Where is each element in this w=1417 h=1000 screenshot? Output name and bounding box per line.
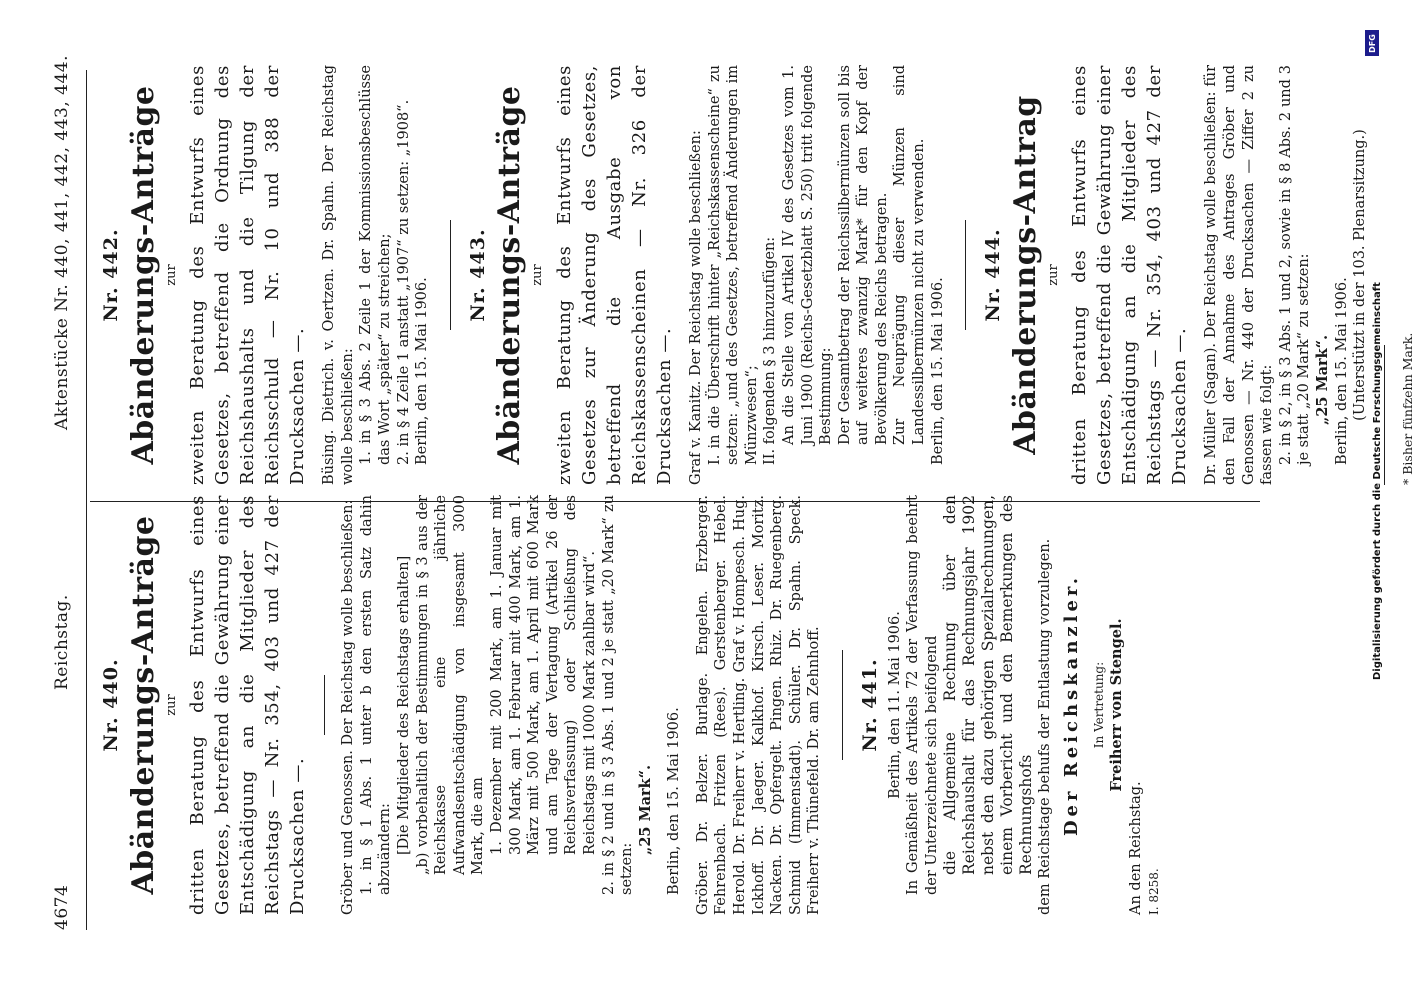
divider <box>324 675 325 735</box>
nr441-date: Berlin, den 11. Mai 1906. <box>886 611 903 799</box>
nr443-lead: zweiten Beratung des Entwurfs eines Gesetzes zur Änderung des Gesetzes, betreffend die Ausgabe von Reichskassenscheinen — Nr. 326 der Drucksachen —. <box>553 65 675 485</box>
nr442-p2: 1. in § 3 Abs. 2 Zeile 1 der Kommissionsbeschlüsse das Wort „später“ zu streichen; <box>358 65 393 465</box>
nr443-date: Berlin, den 15. Mai 1906. <box>929 277 946 465</box>
header-right-title: Aktenstücke Nr. 440, 441, 442, 443, 444. <box>52 54 72 430</box>
nr440-title: Abänderungs-Anträge <box>125 515 161 895</box>
divider <box>965 220 966 330</box>
nr440-p2: 1. in § 1 Abs. 1 unter b den ersten Satz dahin abzuändern: <box>358 495 394 895</box>
nr444-title: Abänderungs-Antrag <box>1007 95 1043 455</box>
nr440-p4: „b) vorbehaltlich der Bestimmungen in § 3 aus der Reichskasse eine jährliche Aufwandsentschädigung von insgesamt 3000 Mark, die am <box>414 495 487 875</box>
nr440-p6: 2. in § 2 und in § 3 Abs. 1 und 2 je statt „20 Mark“ zu setzen: <box>600 495 636 895</box>
nr444-p1: Dr. Müller (Sagan). Der Reichstag wolle beschließen: für den Fall der Annahme des Antrages Gröber und Genossen — Nr. 440 der Drucksachen — Ziffer 2 zu fassen wie folgt: <box>1203 65 1276 485</box>
page-number: 4674 <box>52 884 72 930</box>
nr443-p3: II. folgenden § 3 hinzuzufügen: <box>762 236 779 465</box>
nr443-number: Nr. 443. <box>466 228 489 322</box>
nr444-date: Berlin, den 15. Mai 1906. <box>1333 277 1350 465</box>
nr442-number: Nr. 442. <box>100 228 122 322</box>
nr444-p3: „25 Mark“. <box>1314 334 1331 425</box>
nr440-lead: dritten Beratung des Entwurfs eines Gesetzes, betreffend die Gewährung einer Entschädigung an die Mitglieder des Reichstags — Nr. 354, 403 und 427 der Drucksachen —. <box>187 495 309 915</box>
nr440-p1: Gröber und Genossen. Der Reichstag wolle beschließen: <box>340 499 357 915</box>
nr443-title: Abänderungs-Anträge <box>492 85 528 465</box>
left-column <box>96 495 1164 915</box>
nr444-p2: 2. in § 2, in § 3 Abs. 1 und 2, sowie in § 8 Abs. 2 und 3 je statt „20 Mark“ zu setzen: <box>1277 65 1313 465</box>
nr442-p1: Büsing. Dietrich. v. Oertzen. Dr. Spahn. Der Reichstag wolle beschließen: <box>321 65 356 485</box>
nr440-number: Nr. 440. <box>100 658 122 752</box>
nr442-date: Berlin, den 15. Mai 1906. <box>414 277 431 465</box>
nr440-p5: 1. Dezember mit 200 Mark, am 1. Januar mit 300 Mark, am 1. Februar mit 400 Mark, am 1. März mit 500 Mark, am 1. April mit 600 Mark und am Tage der Vertagung (Artikel 26 der Reichsverfassung) oder Schließung des Reichstags mit 1000 Mark zahlbar wird“. <box>488 495 598 855</box>
nr444-number: Nr. 444. <box>982 228 1005 322</box>
nr444-zur: zur <box>1045 264 1061 286</box>
nr442-p3: 2. in § 4 Zeile 1 anstatt „1907“ zu setzen: „1908“. <box>395 99 412 465</box>
credit-text: Digitalisierung gefördert durch die Deutsche Forschungsgemeinschaft <box>1372 282 1383 680</box>
divider <box>842 650 843 760</box>
nr441-addr: An den Reichstag. <box>1127 781 1144 915</box>
nr444-lead: dritten Beratung des Entwurfs eines Gesetzes, betreffend die Gewährung einer Entschädigung an die Mitglieder des Reichstags — Nr. 354, 403 und 427 der Drucksachen —. <box>1069 65 1191 485</box>
nr441-sig1: Der Reichskanzler. <box>1061 573 1082 837</box>
nr443-p6: Zur Neuprägung dieser Münzen sind Landessilbermünzen nicht zu verwenden. <box>892 65 928 445</box>
nr441-ref: I. 8258. <box>1147 868 1162 915</box>
footnote-rule <box>1384 345 1385 485</box>
nr444-footnote: * Bisher fünfzehn Mark. <box>1399 332 1415 485</box>
nr442-title: Abänderungs-Anträge <box>125 85 161 465</box>
nr443-zur: zur <box>530 264 546 286</box>
divider <box>450 220 451 330</box>
nr441-p3: dem Reichstage behufs der Entlastung vorzulegen. <box>1037 538 1054 915</box>
nr440-date: Berlin, den 15. Mai 1906. <box>666 707 683 895</box>
nr441-number: Nr. 441. <box>859 658 882 752</box>
nr440-p3: [Die Mitglieder des Reichstags erhalten] <box>395 555 412 855</box>
nr440-p7: „25 Mark“. <box>636 764 654 855</box>
digitization-credit <box>1363 20 1381 1000</box>
right-column <box>96 65 1417 485</box>
nr441-sig3: Freiherr von Stengel. <box>1108 618 1126 792</box>
nr441-sig2: In Vertretung: <box>1091 661 1106 749</box>
nr443-p2: I. in die Überschrift hinter „Reichskassenscheine“ zu setzen: „und des Gesetzes, betreffend Änderungen im Münzwesen“; <box>706 65 760 465</box>
nr441-p2: die Allgemeine Rechnung über den Reichshaushalt für das Rechnungsjahr 1902 nebst den dazu gehörigen Spezialrechnungen, einem Vorbericht und den Bemerkungen des Rechnungshofs <box>941 495 1036 875</box>
nr443-p1: Graf v. Kanitz. Der Reichstag wolle beschließen: <box>687 130 704 485</box>
header-left-title: Reichstag. <box>52 594 72 690</box>
nr444-p4: (Unterstützt in der 103. Plenarsitzung.) <box>1352 129 1369 421</box>
nr440-zur: zur <box>163 694 179 716</box>
nr441-p1: In Gemäßheit des Artikels 72 der Verfassung beehrt der Unterzeichnete sich beifolgend <box>905 495 940 895</box>
page-header <box>52 54 82 930</box>
header-rule <box>86 70 87 930</box>
dfg-logo-icon <box>1365 30 1379 56</box>
nr440-signers: Gröber. Dr. Belzer. Burlage. Engelen. Erzberger. Fehrenbach. Fritzen (Rees). Gerstenberger. Hebel. Herold. Dr. Freiherr v. Hertling. Graf v. Hompesch. Hug. Ickhoff. Dr. Jaeger. Kalkhof. Kirsch. Leser. Moritz. Nacken. Dr. Opfergelt. Pingen. Rhiz. Dr. Ruegenberg. Schmid (Immenstadt). Schüler. Dr. Spahn. Speck. Freiherr v. Thünefeld. Dr. am Zehnhoff. <box>694 495 823 915</box>
nr442-lead: zweiten Beratung des Entwurfs eines Gesetzes, betreffend die Ordnung des Reichshaushalts und die Tilgung der Reichsschuld — Nr. 10 und 388 der Drucksachen —. <box>187 65 309 485</box>
dfg-logo-text: DFG <box>1367 33 1377 53</box>
nr442-zur: zur <box>163 264 179 286</box>
nr443-p5: Der Gesamtbetrag der Reichssilbermünzen soll bis auf weiteres zwanzig Mark* für den Kopf der Bevölkerung des Reichs betragen. <box>836 65 890 445</box>
nr443-p4: An die Stelle von Artikel IV des Gesetzes vom 1. Juni 1900 (Reichs-Gesetzblatt S. 250) tritt folgende Bestimmung: <box>780 65 835 445</box>
